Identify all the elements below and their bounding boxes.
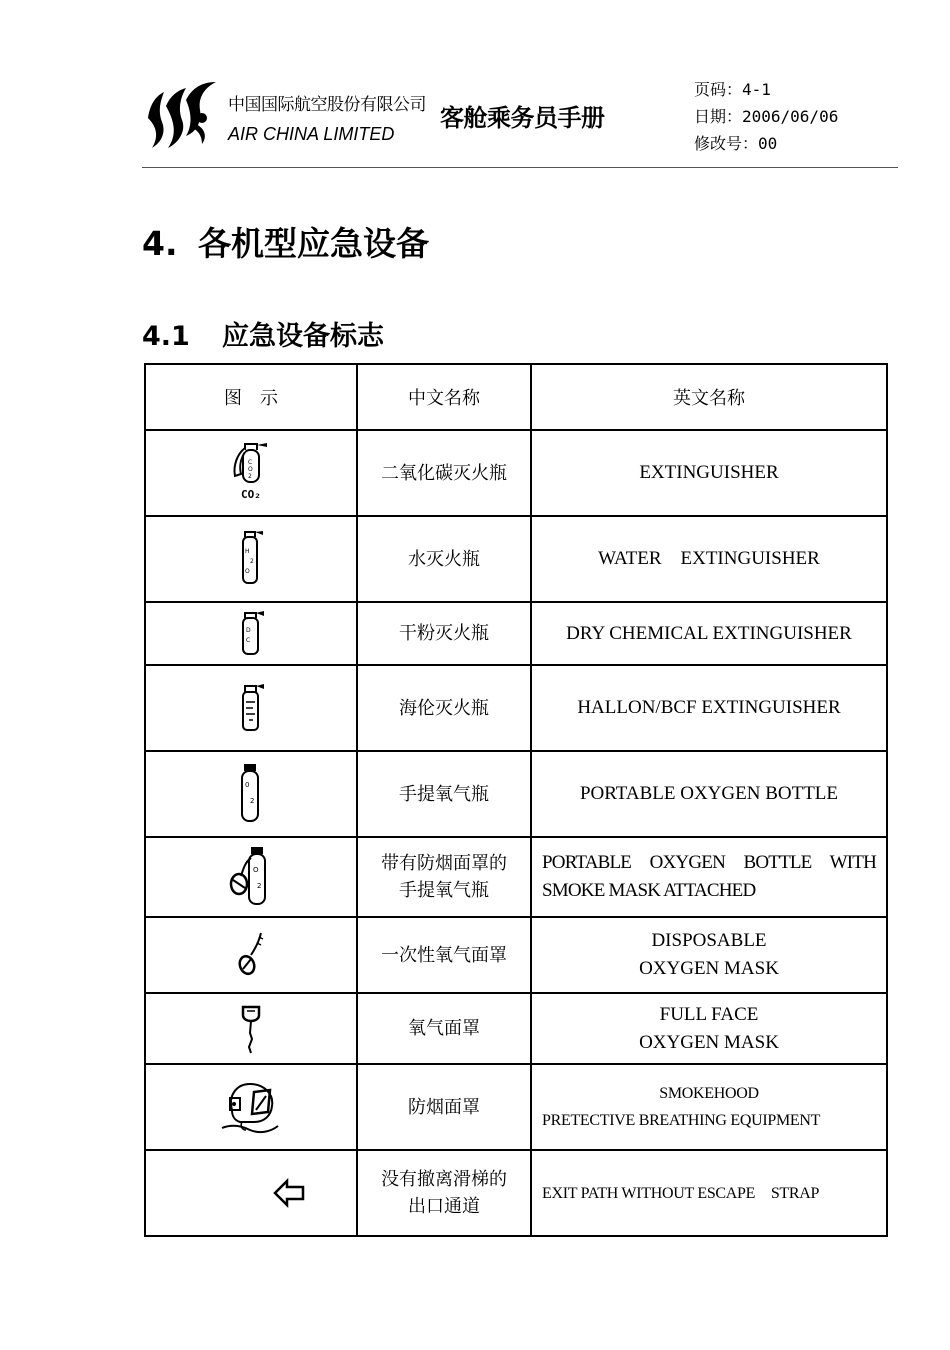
co2-extinguisher-icon: [221, 438, 281, 508]
svg-text:2: 2: [250, 558, 254, 565]
halon-extinguisher-icon: [231, 680, 271, 736]
svg-text:C: C: [246, 636, 251, 644]
en-name: [531, 602, 887, 665]
svg-text:H: H: [245, 548, 250, 555]
oxygen-bottle-with-smoke-mask-icon: [225, 844, 277, 910]
cn-name: 防烟面罩: [357, 1064, 531, 1150]
en-name: [531, 837, 887, 917]
en-name-line: PORTABLE OXYGEN BOTTLE: [579, 783, 839, 804]
icon-cell: [145, 665, 357, 751]
table-row: [145, 430, 887, 516]
cn-name: 二氧化碳灭火瓶: [357, 430, 531, 516]
table-row: [145, 516, 887, 602]
smokehood-icon: [218, 1076, 284, 1138]
dry-chemical-extinguisher-icon: [231, 608, 271, 660]
table-row: [145, 665, 887, 751]
en-name: [531, 751, 887, 837]
cn-name-line: 没有撤离滑梯的: [381, 1169, 507, 1190]
chapter-heading: [142, 218, 429, 265]
icon-cell: [145, 602, 357, 665]
svg-text:2: 2: [257, 882, 262, 890]
en-name-line: HALLON/BCF EXTINGUISHER: [577, 697, 841, 718]
table-header-row: [145, 364, 887, 430]
chapter-title: 各机型应急设备: [198, 224, 429, 263]
full-face-oxygen-mask-icon: [233, 1003, 269, 1055]
co2-icon-label: CO₂: [241, 488, 261, 501]
document-date: 日期：2006/06/06: [694, 107, 839, 126]
svg-text:C: C: [248, 459, 253, 466]
cn-name: [357, 1150, 531, 1236]
svg-text:O: O: [253, 866, 259, 874]
svg-text:O: O: [248, 466, 253, 473]
disposable-oxygen-mask-icon: [231, 929, 271, 981]
en-name-line: EXTINGUISHER: [639, 462, 779, 483]
en-name-line: FULL FACE: [659, 1003, 759, 1025]
en-name-line: EXIT PATH WITHOUT ESCAPE STRAP: [542, 1184, 820, 1202]
en-name-line: PRETECTIVE BREATHING EQUIPMENT: [542, 1112, 821, 1129]
document-meta: [694, 76, 838, 157]
en-name: [531, 430, 887, 516]
table-row: [145, 602, 887, 665]
header-icon: 图 示: [145, 364, 357, 430]
en-name-line: DISPOSABLE: [651, 930, 767, 951]
svg-text:D: D: [246, 626, 251, 634]
en-name-line: PORTABLE OXYGEN BOTTLE WITH: [542, 852, 876, 873]
en-name: [531, 917, 887, 993]
water-extinguisher-icon: [231, 527, 271, 591]
icon-cell: [145, 1064, 357, 1150]
en-name-line: WATER EXTINGUISHER: [598, 548, 820, 569]
svg-text:O: O: [245, 568, 250, 575]
cn-name: 手提氧气瓶: [357, 751, 531, 837]
header-en-name: 英文名称: [531, 364, 887, 430]
section-number: 4.1: [142, 321, 190, 352]
section-title: 应急设备标志: [222, 321, 384, 352]
cn-name-line: 出口通道: [408, 1196, 480, 1217]
cn-name: [357, 837, 531, 917]
page-number: 页码：4-1: [694, 80, 771, 99]
en-name: [531, 665, 887, 751]
en-name-line: OXYGEN MASK: [639, 958, 779, 979]
en-name-line: OXYGEN MASK: [639, 1031, 779, 1053]
cn-name: 干粉灭火瓶: [357, 602, 531, 665]
exit-arrow-icon: [191, 1173, 311, 1213]
table-row: [145, 1064, 887, 1150]
company-name-en: AIR CHINA LIMITED: [228, 124, 395, 144]
cn-name: 水灭火瓶: [357, 516, 531, 602]
cn-name: 海伦灭火瓶: [357, 665, 531, 751]
en-name: [531, 1064, 887, 1150]
en-name: [531, 993, 887, 1064]
portable-oxygen-bottle-icon: [231, 761, 271, 827]
icon-cell: [145, 993, 357, 1064]
en-name: [531, 1150, 887, 1236]
table-row: [145, 837, 887, 917]
header-cn-name: 中文名称: [357, 364, 531, 430]
chapter-number: 4.: [142, 224, 178, 263]
cn-name-line: 带有防烟面罩的: [381, 853, 507, 874]
company-name-cn: 中国国际航空股份有限公司: [228, 95, 426, 115]
en-name: [531, 516, 887, 602]
icon-cell: [145, 917, 357, 993]
svg-text:0: 0: [245, 781, 250, 789]
table-row: [145, 751, 887, 837]
emergency-equipment-table: [144, 363, 888, 1237]
icon-cell: [145, 430, 357, 516]
document-header: [142, 72, 898, 168]
en-name-line: SMOKE MASK ATTACHED: [542, 880, 756, 901]
icon-cell: [145, 751, 357, 837]
svg-text:2: 2: [250, 797, 255, 805]
icon-cell: [145, 516, 357, 602]
manual-title: 客舱乘务员手册: [440, 104, 605, 132]
revision-number: 修改号：00: [694, 134, 778, 153]
section-heading: [142, 314, 384, 353]
svg-text:2: 2: [248, 473, 252, 480]
cn-name: 氧气面罩: [357, 993, 531, 1064]
icon-cell: [145, 837, 357, 917]
icon-cell: [145, 1150, 357, 1236]
air-china-phoenix-logo-icon: [142, 78, 218, 152]
header-divider: [142, 167, 898, 168]
cn-name: 一次性氧气面罩: [357, 917, 531, 993]
cn-name-line: 手提氧气瓶: [399, 880, 489, 901]
table-row: [145, 1150, 887, 1236]
table-row: [145, 917, 887, 993]
en-name-line: DRY CHEMICAL EXTINGUISHER: [566, 622, 852, 644]
table-row: [145, 993, 887, 1064]
en-name-line: SMOKEHOOD: [659, 1085, 759, 1102]
